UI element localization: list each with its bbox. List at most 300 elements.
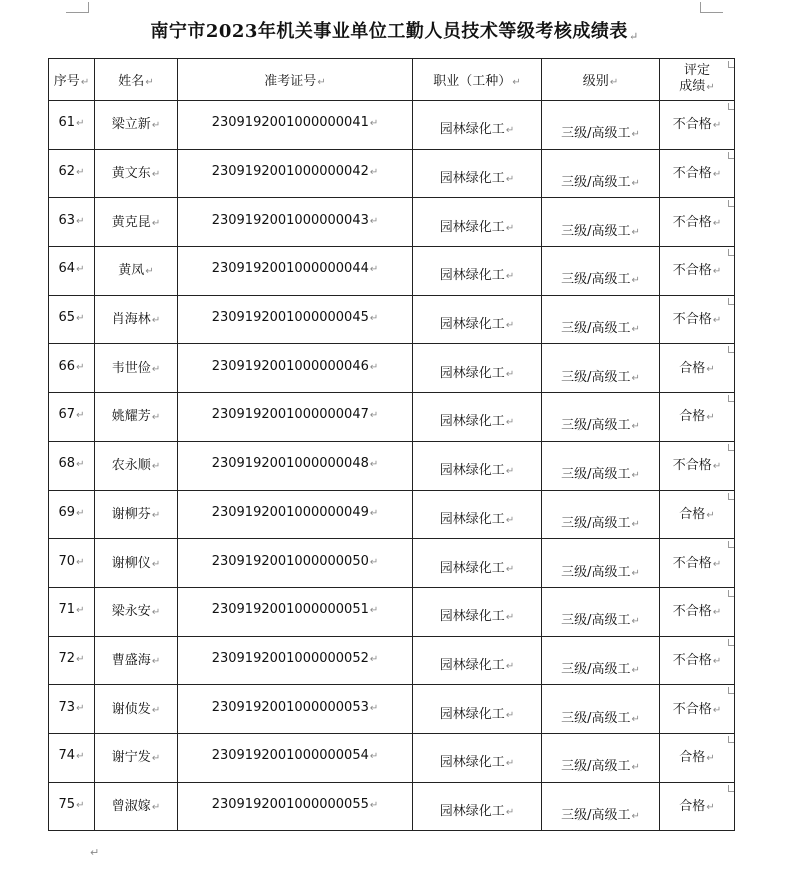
cell-value: 姚耀芳 <box>111 409 151 425</box>
cell-grade <box>660 101 735 150</box>
cell-value: 不合格 <box>672 166 712 182</box>
cell-value: 2309192001000000044 <box>211 261 369 277</box>
paragraph-mark-icon: ↵ <box>151 655 161 667</box>
cell-name <box>95 539 178 588</box>
table-row <box>49 344 735 393</box>
paragraph-mark-icon: ↵ <box>317 77 326 88</box>
cell-job <box>413 295 542 344</box>
cell-name <box>95 636 178 685</box>
cell-value: 园林绿化工 <box>439 122 505 138</box>
cell-job <box>413 441 542 490</box>
cell-value: 合格 <box>679 409 706 425</box>
paragraph-mark-icon: ↵ <box>712 704 722 716</box>
table-row <box>49 441 735 490</box>
cell-end-mark <box>728 395 735 402</box>
cell-value: 70 <box>58 553 76 569</box>
cell-value: 三级/高级工 <box>561 418 631 434</box>
paragraph-mark-icon: ↵ <box>631 470 640 482</box>
paragraph-mark-icon: ↵ <box>76 702 85 714</box>
paragraph-mark-icon: ↵ <box>76 459 85 471</box>
paragraph-mark-icon: ↵ <box>76 507 85 519</box>
cell-value: 不合格 <box>672 117 712 133</box>
cell-ticket <box>178 295 413 344</box>
cell-value: 曾淑嫁 <box>111 798 151 814</box>
cell-value: 园林绿化工 <box>439 365 505 381</box>
cell-value: 2309192001000000048 <box>211 456 369 472</box>
cell-ticket <box>178 733 413 782</box>
cell-end-mark <box>728 200 735 207</box>
cell-value: 园林绿化工 <box>439 171 505 187</box>
cell-grade <box>660 539 735 588</box>
paragraph-mark-icon: ↵ <box>712 461 722 473</box>
cell-ticket <box>178 441 413 490</box>
table-row <box>49 490 735 539</box>
cell-value: 2309192001000000047 <box>211 407 369 423</box>
cell-value: 67 <box>58 407 76 423</box>
cell-name <box>95 685 178 734</box>
cell-value: 65 <box>58 310 76 326</box>
cell-end-mark <box>728 687 735 694</box>
paragraph-mark-icon: ↵ <box>80 77 90 88</box>
cell-ticket <box>178 247 413 296</box>
paragraph-mark-icon: ↵ <box>369 167 379 179</box>
cell-value: 园林绿化工 <box>439 317 505 333</box>
paragraph-mark-icon: ↵ <box>76 653 85 665</box>
paragraph-mark-icon: ↵ <box>631 810 640 822</box>
cell-name <box>95 441 178 490</box>
table-row <box>49 733 735 782</box>
cell-seq <box>49 101 95 150</box>
paragraph-mark-icon: ↵ <box>609 77 619 88</box>
cell-seq <box>49 344 95 393</box>
paragraph-mark-icon: ↵ <box>76 167 85 179</box>
paragraph-mark-icon: ↵ <box>369 459 379 471</box>
cell-level <box>542 636 660 685</box>
cell-value: 三级/高级工 <box>561 272 631 288</box>
paragraph-mark-icon: ↵ <box>505 271 515 283</box>
paragraph-mark-icon: ↵ <box>505 368 515 380</box>
paragraph-mark-icon: ↵ <box>369 702 379 714</box>
cell-grade <box>660 587 735 636</box>
cell-seq <box>49 733 95 782</box>
paragraph-mark-icon: ↵ <box>90 846 100 859</box>
cell-value: 不合格 <box>672 214 712 230</box>
paragraph-mark-icon: ↵ <box>706 753 715 765</box>
cell-value: 2309192001000000045 <box>211 310 369 326</box>
paragraph-mark-icon: ↵ <box>505 125 515 137</box>
cell-value: 园林绿化工 <box>439 706 505 722</box>
cell-job <box>413 685 542 734</box>
cell-seq <box>49 441 95 490</box>
cell-seq <box>49 636 95 685</box>
cell-end-mark <box>728 298 735 305</box>
cell-value: 不合格 <box>672 458 712 474</box>
cell-level <box>542 685 660 734</box>
paragraph-mark-icon: ↵ <box>369 361 379 373</box>
cell-end-mark <box>728 249 735 256</box>
cell-value: 2309192001000000042 <box>211 164 369 180</box>
cell-value: 72 <box>58 650 76 666</box>
cell-level <box>542 587 660 636</box>
paragraph-mark-icon: ↵ <box>706 509 715 521</box>
cell-value: 2309192001000000052 <box>211 650 369 666</box>
paragraph-mark-icon: ↵ <box>145 77 154 88</box>
cell-end-mark <box>728 152 735 159</box>
cell-job <box>413 198 542 247</box>
cell-job <box>413 636 542 685</box>
cell-end-mark <box>728 493 735 500</box>
cell-value: 园林绿化工 <box>439 803 505 819</box>
cell-job <box>413 393 542 442</box>
paragraph-mark-icon: ↵ <box>145 266 154 278</box>
table-row <box>49 587 735 636</box>
cell-seq <box>49 295 95 344</box>
paragraph-mark-icon: ↵ <box>706 363 715 375</box>
cell-job <box>413 101 542 150</box>
paragraph-mark-icon: ↵ <box>151 753 161 765</box>
cell-end-mark <box>728 103 735 110</box>
paragraph-mark-icon: ↵ <box>712 558 722 570</box>
cell-name <box>95 393 178 442</box>
document-title <box>0 17 789 43</box>
paragraph-mark-icon: ↵ <box>505 806 515 818</box>
cell-grade <box>660 149 735 198</box>
cell-grade <box>660 733 735 782</box>
cell-job <box>413 344 542 393</box>
cell-value: 合格 <box>679 360 706 376</box>
cell-value: 74 <box>58 748 76 764</box>
cell-job <box>413 539 542 588</box>
paragraph-mark-icon: ↵ <box>712 655 722 667</box>
cell-grade <box>660 198 735 247</box>
paragraph-mark-icon: ↵ <box>369 507 379 519</box>
cell-ticket <box>178 539 413 588</box>
cell-job <box>413 587 542 636</box>
cell-job <box>413 490 542 539</box>
table-row <box>49 539 735 588</box>
paragraph-mark-icon: ↵ <box>505 514 515 526</box>
cell-level <box>542 782 660 831</box>
paragraph-mark-icon: ↵ <box>631 129 640 141</box>
cell-value: 71 <box>58 602 76 618</box>
cell-value: 不合格 <box>672 701 712 717</box>
cell-value: 73 <box>58 699 76 715</box>
table-row <box>49 198 735 247</box>
cell-name <box>95 344 178 393</box>
cell-value: 63 <box>58 212 76 228</box>
paragraph-mark-icon: ↵ <box>151 217 161 229</box>
cell-ticket <box>178 198 413 247</box>
cell-value: 不合格 <box>672 652 712 668</box>
cell-value: 园林绿化工 <box>439 219 505 235</box>
table-row <box>49 782 735 831</box>
paragraph-mark-icon: ↵ <box>712 266 722 278</box>
paragraph-mark-icon: ↵ <box>505 660 515 672</box>
table-row <box>49 393 735 442</box>
cell-value: 梁永安 <box>111 604 151 620</box>
cell-value: 三级/高级工 <box>561 807 631 823</box>
cell-end-mark <box>728 785 735 792</box>
cell-value: 2309192001000000053 <box>211 699 369 715</box>
cell-value: 园林绿化工 <box>439 755 505 771</box>
page-corner-mark-left <box>66 2 89 13</box>
cell-value: 2309192001000000055 <box>211 796 369 812</box>
cell-value: 谢侦发 <box>111 701 151 717</box>
cell-value: 三级/高级工 <box>561 613 631 629</box>
table-header-row <box>49 59 735 101</box>
cell-value: 园林绿化工 <box>439 414 505 430</box>
paragraph-mark-icon: ↵ <box>151 315 161 327</box>
cell-value: 三级/高级工 <box>561 467 631 483</box>
cell-level <box>542 441 660 490</box>
cell-value: 三级/高级工 <box>561 564 631 580</box>
cell-end-mark <box>728 736 735 743</box>
paragraph-mark-icon: ↵ <box>76 605 85 617</box>
cell-grade <box>660 344 735 393</box>
cell-seq <box>49 198 95 247</box>
cell-value: 2309192001000000050 <box>211 553 369 569</box>
paragraph-mark-icon: ↵ <box>505 758 515 770</box>
paragraph-mark-icon: ↵ <box>151 607 161 619</box>
cell-value: 谢柳芬 <box>111 506 151 522</box>
paragraph-mark-icon: ↵ <box>369 751 379 763</box>
paragraph-mark-icon: ↵ <box>505 417 515 429</box>
cell-value: 肖海林 <box>111 312 151 328</box>
cell-value: 园林绿化工 <box>439 560 505 576</box>
cell-grade <box>660 247 735 296</box>
cell-value: 三级/高级工 <box>561 710 631 726</box>
cell-value: 黄凤 <box>118 263 145 279</box>
header-seq: 序号↵ <box>49 59 95 101</box>
cell-value: 不合格 <box>672 263 712 279</box>
cell-seq <box>49 587 95 636</box>
paragraph-mark-icon: ↵ <box>712 169 722 181</box>
cell-grade <box>660 441 735 490</box>
cell-name <box>95 247 178 296</box>
paragraph-mark-icon: ↵ <box>76 410 85 422</box>
paragraph-mark-icon: ↵ <box>76 556 85 568</box>
paragraph-mark-icon: ↵ <box>628 30 639 43</box>
cell-end-mark <box>728 444 735 451</box>
cell-value: 园林绿化工 <box>439 511 505 527</box>
table-row <box>49 295 735 344</box>
cell-ticket <box>178 149 413 198</box>
cell-seq <box>49 247 95 296</box>
cell-seq <box>49 685 95 734</box>
paragraph-mark-icon: ↵ <box>76 118 85 130</box>
cell-value: 园林绿化工 <box>439 609 505 625</box>
cell-ticket <box>178 587 413 636</box>
cell-seq <box>49 393 95 442</box>
score-table <box>48 58 735 831</box>
cell-value: 黄文东 <box>111 166 151 182</box>
cell-value: 三级/高级工 <box>561 515 631 531</box>
cell-name <box>95 782 178 831</box>
paragraph-mark-icon: ↵ <box>76 215 85 227</box>
title-text: 南宁市2023年机关事业单位工勤人员技术等级考核成绩表 <box>150 21 628 42</box>
cell-value: 黄克昆 <box>111 214 151 230</box>
cell-value: 2309192001000000046 <box>211 358 369 374</box>
paragraph-mark-icon: ↵ <box>369 215 379 227</box>
table-row <box>49 685 735 734</box>
paragraph-mark-icon: ↵ <box>151 363 161 375</box>
paragraph-mark-icon: ↵ <box>505 320 515 332</box>
paragraph-mark-icon: ↵ <box>151 558 161 570</box>
cell-value: 三级/高级工 <box>561 369 631 385</box>
cell-grade <box>660 685 735 734</box>
cell-value: 不合格 <box>672 555 712 571</box>
paragraph-mark-icon: ↵ <box>505 612 515 624</box>
cell-level <box>542 101 660 150</box>
cell-value: 韦世俭 <box>111 360 151 376</box>
cell-job <box>413 149 542 198</box>
paragraph-mark-icon: ↵ <box>369 313 379 325</box>
cell-level <box>542 198 660 247</box>
paragraph-mark-icon: ↵ <box>505 174 515 186</box>
paragraph-mark-icon: ↵ <box>505 466 515 478</box>
cell-ticket <box>178 101 413 150</box>
cell-level <box>542 539 660 588</box>
header-ticket: 准考证号↵ <box>178 59 413 101</box>
cell-level <box>542 149 660 198</box>
cell-end-mark <box>728 639 735 646</box>
cell-seq <box>49 149 95 198</box>
paragraph-mark-icon: ↵ <box>369 653 379 665</box>
cell-end-mark <box>728 61 735 68</box>
paragraph-mark-icon: ↵ <box>151 509 161 521</box>
cell-value: 谢柳仪 <box>111 555 151 571</box>
paragraph-mark-icon: ↵ <box>706 412 715 424</box>
cell-ticket <box>178 685 413 734</box>
cell-value: 三级/高级工 <box>561 661 631 677</box>
cell-job <box>413 733 542 782</box>
cell-level <box>542 490 660 539</box>
cell-end-mark <box>728 541 735 548</box>
paragraph-mark-icon: ↵ <box>369 410 379 422</box>
cell-value: 不合格 <box>672 604 712 620</box>
cell-ticket <box>178 782 413 831</box>
cell-level <box>542 733 660 782</box>
paragraph-mark-icon: ↵ <box>631 616 640 628</box>
cell-seq <box>49 490 95 539</box>
cell-name <box>95 101 178 150</box>
cell-value: 三级/高级工 <box>561 223 631 239</box>
paragraph-mark-icon: ↵ <box>151 801 161 813</box>
cell-ticket <box>178 344 413 393</box>
paragraph-mark-icon: ↵ <box>631 518 640 530</box>
paragraph-mark-icon: ↵ <box>505 563 515 575</box>
cell-value: 2309192001000000041 <box>211 115 369 131</box>
paragraph-mark-icon: ↵ <box>706 82 715 93</box>
paragraph-mark-icon: ↵ <box>631 664 640 676</box>
cell-end-mark <box>728 346 735 353</box>
paragraph-mark-icon: ↵ <box>76 799 85 811</box>
paragraph-mark-icon: ↵ <box>369 556 379 568</box>
cell-ticket <box>178 393 413 442</box>
cell-value: 68 <box>58 456 76 472</box>
cell-grade <box>660 636 735 685</box>
cell-value: 61 <box>58 115 76 131</box>
header-name: 姓名↵ <box>95 59 178 101</box>
cell-grade <box>660 490 735 539</box>
header-job: 职业（工种）↵ <box>413 59 542 101</box>
header-level: 级别↵ <box>542 59 660 101</box>
cell-grade <box>660 295 735 344</box>
cell-value: 合格 <box>679 506 706 522</box>
cell-job <box>413 247 542 296</box>
cell-name <box>95 295 178 344</box>
paragraph-mark-icon: ↵ <box>151 704 161 716</box>
cell-level <box>542 393 660 442</box>
cell-name <box>95 733 178 782</box>
cell-value: 梁立新 <box>111 117 151 133</box>
header-grade: 评定 成绩↵ <box>660 59 735 101</box>
page-corner-mark-right <box>700 2 723 13</box>
paragraph-mark-icon: ↵ <box>712 120 722 132</box>
cell-value: 2309192001000000054 <box>211 748 369 764</box>
cell-value: 2309192001000000051 <box>211 602 369 618</box>
cell-value: 三级/高级工 <box>561 175 631 191</box>
paragraph-mark-icon: ↵ <box>76 264 85 276</box>
cell-value: 62 <box>58 164 76 180</box>
paragraph-mark-icon: ↵ <box>712 607 722 619</box>
paragraph-mark-icon: ↵ <box>706 801 715 813</box>
paragraph-mark-icon: ↵ <box>631 421 640 433</box>
cell-name <box>95 490 178 539</box>
paragraph-mark-icon: ↵ <box>631 324 640 336</box>
paragraph-mark-icon: ↵ <box>76 751 85 763</box>
cell-value: 64 <box>58 261 76 277</box>
paragraph-mark-icon: ↵ <box>76 313 85 325</box>
paragraph-mark-icon: ↵ <box>631 226 640 238</box>
paragraph-mark-icon: ↵ <box>76 361 85 373</box>
table-row <box>49 101 735 150</box>
paragraph-mark-icon: ↵ <box>631 178 640 190</box>
cell-value: 谢宁发 <box>111 750 151 766</box>
table-row <box>49 247 735 296</box>
cell-level <box>542 295 660 344</box>
cell-value: 三级/高级工 <box>561 759 631 775</box>
paragraph-mark-icon: ↵ <box>712 315 722 327</box>
paragraph-mark-icon: ↵ <box>505 222 515 234</box>
cell-end-mark <box>728 590 735 597</box>
cell-grade <box>660 782 735 831</box>
cell-value: 曹盛海 <box>111 652 151 668</box>
paragraph-mark-icon: ↵ <box>512 77 521 88</box>
table-row <box>49 636 735 685</box>
cell-value: 69 <box>58 504 76 520</box>
table-row <box>49 149 735 198</box>
paragraph-mark-icon: ↵ <box>369 264 379 276</box>
paragraph-mark-icon: ↵ <box>631 713 640 725</box>
cell-name <box>95 198 178 247</box>
cell-value: 2309192001000000043 <box>211 212 369 228</box>
cell-seq <box>49 782 95 831</box>
cell-value: 园林绿化工 <box>439 463 505 479</box>
paragraph-mark-icon: ↵ <box>631 762 640 774</box>
paragraph-mark-icon: ↵ <box>151 120 161 132</box>
cell-value: 75 <box>58 796 76 812</box>
cell-name <box>95 149 178 198</box>
cell-value: 三级/高级工 <box>561 321 631 337</box>
paragraph-mark-icon: ↵ <box>369 799 379 811</box>
cell-value: 66 <box>58 358 76 374</box>
paragraph-mark-icon: ↵ <box>631 372 640 384</box>
cell-level <box>542 344 660 393</box>
cell-value: 不合格 <box>672 312 712 328</box>
cell-value: 农永顺 <box>111 458 151 474</box>
paragraph-mark-icon: ↵ <box>151 461 161 473</box>
